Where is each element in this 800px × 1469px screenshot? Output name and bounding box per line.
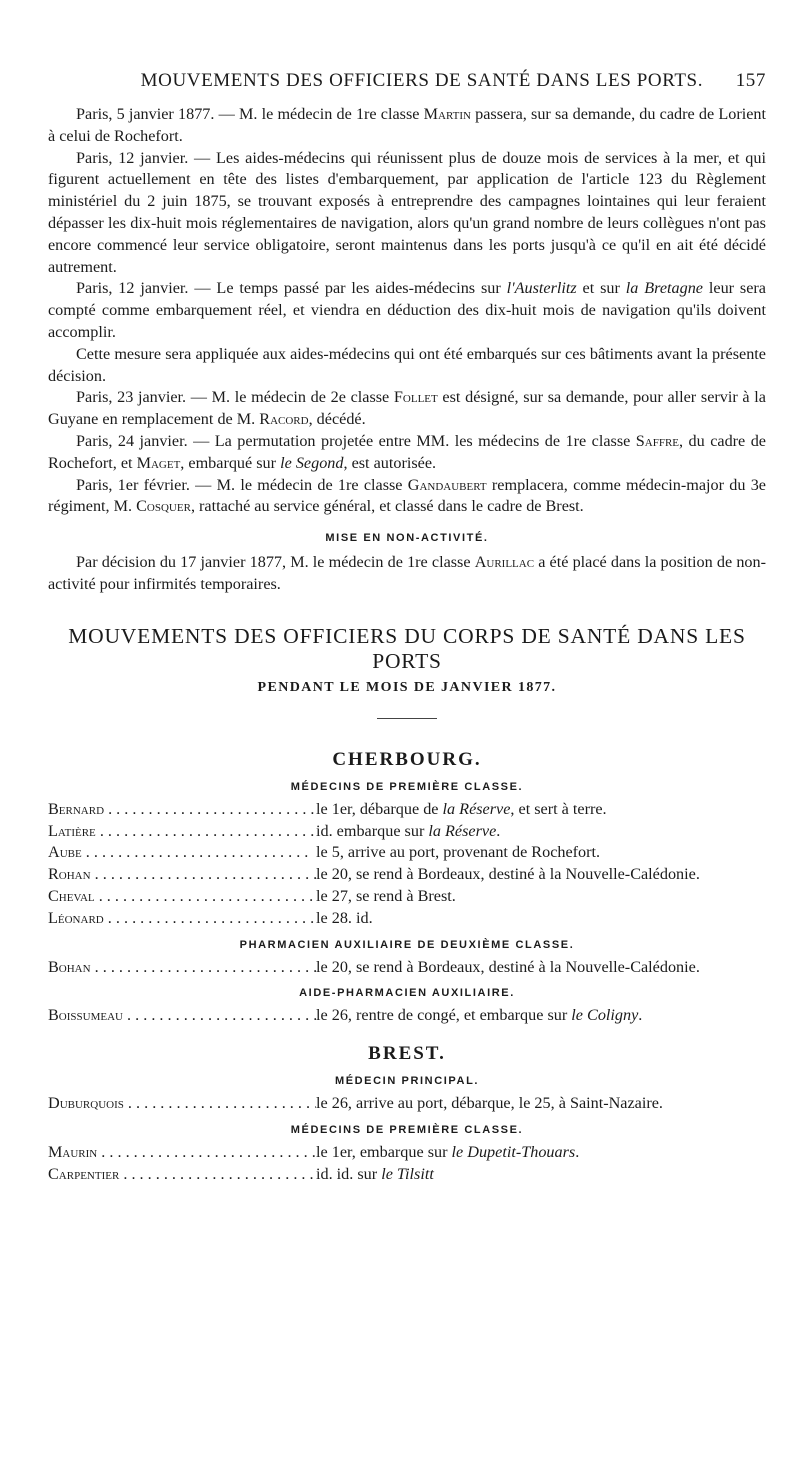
section-title: MOUVEMENTS DES OFFICIERS DU CORPS DE SANTÉ DANS LES PORTS xyxy=(68,623,746,673)
person-name: Gandaubert xyxy=(407,475,487,494)
ship-name: la Bretagne xyxy=(625,279,703,298)
paragraph-mesure: Cette mesure sera appliquée aux aides-médecins qui ont été embarqués sur ces bâtiments avant la présente décision. xyxy=(48,344,766,385)
list-item xyxy=(48,864,766,886)
divider-rule xyxy=(377,718,437,719)
list-item xyxy=(48,821,766,843)
paragraph-aides-medecins: Paris, 12 janvier. — Les aides-médecins qui réunissent plus de douze mois de services à la mer, et qui figurent actuellement en tête des listes d'embarquement, par application de l'article 123 du Règlement ministériel du 2 juin 1875, se trouvant exposés à entreprendre des campagnes lointaines qui leur feraient dépasser les dix-huit mois réglementaires de navigation, alors qu'un grand nombre de leurs collègues n'ont pas encore commencé leur service obligatoire, seront maintenus dans les ports jusqu'à ce qu'il en ait été décidé autrement. xyxy=(48,148,766,276)
entry-name: Rohan . . . xyxy=(48,864,316,886)
ship-name: l'Austerlitz xyxy=(506,279,577,298)
person-name: Aurillac xyxy=(474,553,535,572)
entry-name: Aube . . . xyxy=(48,842,316,864)
entry-name: Maurin . . . xyxy=(48,1142,316,1164)
heading-non-activite: MISE EN NON-ACTIVITÉ. xyxy=(325,532,489,545)
page-number: 157 xyxy=(735,70,766,91)
person-name: Cosquer xyxy=(136,497,191,516)
entry-name: Boissumeau . . . xyxy=(48,1005,316,1027)
entry-detail: le 1er, débarque de la Réserve, et sert à terre. xyxy=(316,799,607,818)
city-heading-brest: BREST. xyxy=(368,1043,446,1065)
group-heading: MÉDECIN PRINCIPAL. xyxy=(334,1075,480,1088)
group-heading: MÉDECINS DE PREMIÈRE CLASSE. xyxy=(290,1123,524,1136)
group-heading: MÉDECINS DE PREMIÈRE CLASSE. xyxy=(290,780,524,793)
running-head-title: MOUVEMENTS DES OFFICIERS DE SANTÉ DANS LES PORTS. xyxy=(140,70,704,91)
entry-detail: le 5, arrive au port, provenant de Rochefort. xyxy=(316,843,601,862)
entry-detail: id. id. sur le Tilsitt xyxy=(316,1164,434,1183)
paragraph-martin: Paris, 5 janvier 1877. — M. le médecin de 1re classe Martin passera, sur sa demande, du cadre de Lorient à celui de Rochefort. xyxy=(48,105,766,145)
person-name: Maget xyxy=(136,453,181,472)
running-header xyxy=(48,70,766,92)
group-heading: AIDE-PHARMACIEN AUXILIAIRE. xyxy=(299,987,515,1000)
list-item xyxy=(48,1142,766,1164)
list-item xyxy=(48,886,766,908)
entry-detail: le 26, arrive au port, débarque, le 25, à Saint-Nazaire. xyxy=(316,1094,663,1113)
paragraph-gandaubert: Paris, 1er février. — M. le médecin de 1re classe Gandaubert remplacera, comme médecin-major du 3e régiment, M. Cosquer, rattaché au service général, et classé dans le cadre de Brest. xyxy=(48,475,766,516)
person-name: Martin xyxy=(423,105,471,123)
list-item xyxy=(48,1005,766,1027)
group-heading: PHARMACIEN AUXILIAIRE DE DEUXIÈME CLASSE. xyxy=(239,938,575,951)
entry-detail: le 20, se rend à Bordeaux, destiné à la Nouvelle-Calédonie. xyxy=(316,957,700,976)
person-name: Follet xyxy=(393,388,438,407)
entry-detail: id. embarque sur la Réserve. xyxy=(316,821,501,840)
paragraph-aurillac: Par décision du 17 janvier 1877, M. le médecin de 1re classe Aurillac a été placé dans la position de non-activité pour infirmités temporaires. xyxy=(48,553,766,593)
entry-name: Bohan . . . xyxy=(48,957,316,979)
entry-name: Bernard . . . xyxy=(48,799,316,821)
entry-detail: le 28. id. xyxy=(316,908,373,927)
entry-name: Duburquois . . . xyxy=(48,1093,316,1115)
entry-detail: le 1er, embarque sur le Dupetit-Thouars. xyxy=(316,1142,580,1161)
list-item xyxy=(48,799,766,821)
paragraph-follet: Paris, 23 janvier. — M. le médecin de 2e classe Follet est désigné, sur sa demande, pour aller servir à la Guyane en remplacement de M. Racord, décédé. xyxy=(48,388,766,429)
entry-name: Latière . . . xyxy=(48,821,316,843)
document-page xyxy=(48,70,766,1186)
ship-name: le Segond xyxy=(280,453,344,472)
list-item xyxy=(48,957,766,979)
entry-detail: le 26, rentre de congé, et embarque sur le Coligny. xyxy=(316,1006,643,1025)
entry-detail: le 20, se rend à Bordeaux, destiné à la Nouvelle-Calédonie. xyxy=(316,865,700,884)
list-item xyxy=(48,1093,766,1115)
person-name: Racord xyxy=(259,410,309,429)
entry-name: Carpentier . . . xyxy=(48,1164,316,1186)
paragraph-permutation: Paris, 24 janvier. — La permutation projetée entre MM. les médecins de 1re classe Saffre, du cadre de Rochefort, et Maget, embarqué sur le Segond, est autorisée. xyxy=(48,431,766,472)
list-item xyxy=(48,908,766,930)
list-item xyxy=(48,842,766,864)
paragraph-austerlitz: Paris, 12 janvier. — Le temps passé par les aides-médecins sur l'Austerlitz et sur la Bretagne leur sera compté comme embarquement réel, et viendra en déduction des dix-huit mois de navigation qu'ils doivent accomplir. xyxy=(48,279,766,341)
entry-name: Léonard . . . xyxy=(48,908,316,930)
section-subtitle: PENDANT LE MOIS DE JANVIER 1877. xyxy=(257,679,557,695)
person-name: Saffre xyxy=(635,431,680,450)
entry-name: Cheval . . . xyxy=(48,886,316,908)
list-item xyxy=(48,1164,766,1186)
entry-detail: le 27, se rend à Brest. xyxy=(316,886,456,905)
city-heading-cherbourg: CHERBOURG. xyxy=(332,748,482,770)
